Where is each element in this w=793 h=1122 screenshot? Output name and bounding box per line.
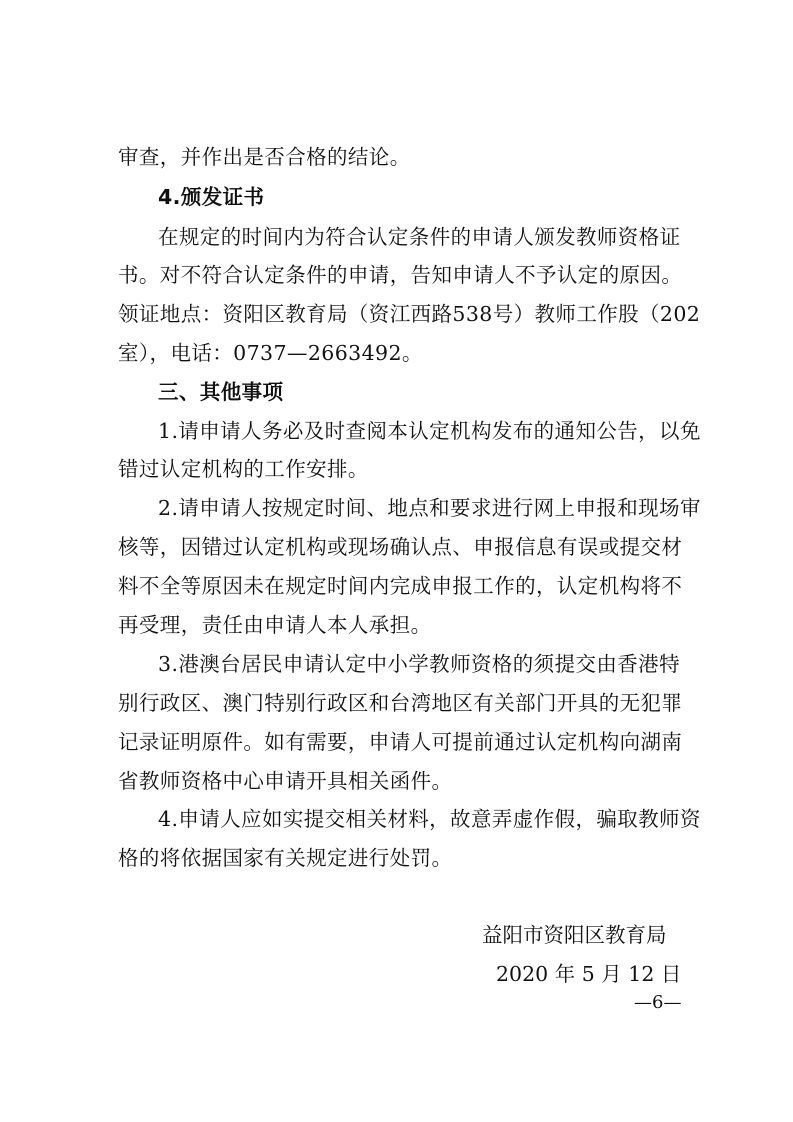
signature-date: 2020 年 5 月 12 日 <box>496 962 682 986</box>
paragraph-line: 2.请申请人按规定时间、地点和要求进行网上申报和现场审 <box>158 496 701 520</box>
paragraph-line: 省教师资格中心申请开具相关函件。 <box>118 769 453 793</box>
paragraph-line: 审查，并作出是否合格的结论。 <box>118 145 411 169</box>
paragraph-line: 在规定的时间内为符合认定条件的申请人颁发教师资格证 <box>158 225 681 249</box>
paragraph-line: 记录证明原件。如有需要，申请人可提前通过认定机构向湖南 <box>118 730 683 754</box>
paragraph-line: 格的将依据国家有关规定进行处罚。 <box>118 846 453 870</box>
paragraph-line: 错过认定机构的工作安排。 <box>118 457 369 481</box>
paragraph-line: 1.请申请人务必及时查阅本认定机构发布的通知公告，以免 <box>158 419 701 443</box>
page-number: —6— <box>634 992 682 1013</box>
section-heading: 4.颁发证书 <box>158 185 265 209</box>
paragraph-line: 别行政区、澳门特别行政区和台湾地区有关部门开具的无犯罪 <box>118 691 683 715</box>
signature-organization: 益阳市资阳区教育局 <box>482 923 667 947</box>
paragraph-line: 室），电话：0737—2663492。 <box>118 341 423 365</box>
paragraph-line: 再受理，责任由申请人本人承担。 <box>118 613 432 637</box>
paragraph-line: 核等，因错过认定机构或现场确认点、申报信息有误或提交材 <box>118 535 683 559</box>
paragraph-line: 领证地点：资阳区教育局（资江西路538号）教师工作股（202 <box>118 302 701 326</box>
paragraph-line: 书。对不符合认定条件的申请，告知申请人不予认定的原因。 <box>118 263 683 287</box>
paragraph-line: 4.申请人应如实提交相关材料，故意弄虚作假，骗取教师资 <box>158 807 701 831</box>
section-heading: 三、其他事项 <box>158 380 284 404</box>
paragraph-line: 3.港澳台居民申请认定中小学教师资格的须提交由香港特 <box>158 652 680 676</box>
paragraph-line: 料不全等原因未在规定时间内完成申报工作的，认定机构将不 <box>118 574 683 598</box>
